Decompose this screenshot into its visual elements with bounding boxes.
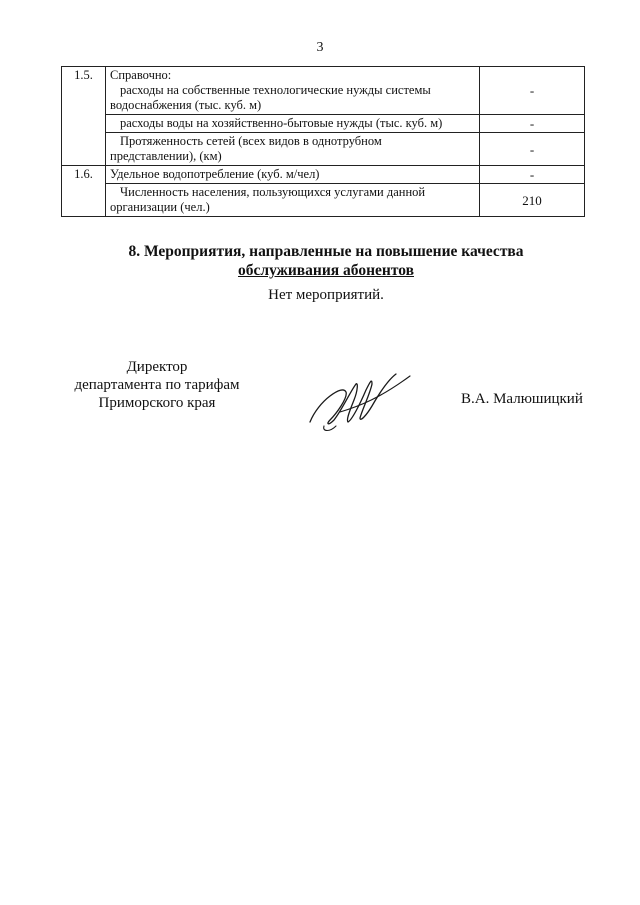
signer-position-line: департамента по тарифам (74, 377, 240, 393)
row-description-line: водоснабжения (тыс. куб. м) (110, 98, 262, 112)
page-number: 3 (316, 40, 324, 55)
row-description-line: расходы на собственные технологические нужды системы (120, 83, 431, 97)
table-row (62, 115, 585, 133)
signer-position-line: Директор (126, 359, 188, 375)
row-description-line: Справочно: (110, 68, 172, 82)
row-number-cell: 1.5. (62, 67, 106, 166)
section-body: Нет мероприятий. (268, 287, 384, 303)
section-title-line: 8. Мероприятия, направленные на повышение качества (128, 243, 524, 260)
row-value-cell: - (480, 67, 585, 115)
section-title-line: обслуживания абонентов (238, 262, 414, 279)
row-value-cell: - (480, 115, 585, 133)
row-value-cell: - (480, 133, 585, 166)
row-value-cell: - (480, 166, 585, 184)
row-description-line: расходы воды на хозяйственно-бытовые нужды (тыс. куб. м) (120, 116, 443, 130)
row-description-line: представлении), (км) (110, 149, 222, 163)
table-row (62, 67, 585, 115)
section-title (0, 242, 640, 280)
row-description-cell (106, 184, 480, 217)
row-description-line: Численность населения, пользующихся услугами данной (120, 185, 426, 199)
signer-position-line: Приморского края (98, 395, 216, 411)
row-description-cell (106, 67, 480, 115)
row-number-cell: 1.6. (62, 166, 106, 217)
row-description-line: Протяженность сетей (всех видов в однотрубном (120, 134, 382, 148)
table-row (62, 133, 585, 166)
row-description-line: организации (чел.) (110, 200, 210, 214)
indicators-table (61, 66, 585, 217)
handwritten-signature (300, 362, 420, 437)
table-row (62, 166, 585, 184)
row-description-cell (106, 115, 480, 133)
signer-position (52, 358, 262, 412)
row-description-cell (106, 166, 480, 184)
signer-name: В.А. Малюшицкий (461, 391, 583, 407)
row-value-cell: 210 (480, 184, 585, 217)
row-description-cell (106, 133, 480, 166)
row-description-line: Удельное водопотребление (куб. м/чел) (110, 167, 320, 181)
table-row (62, 184, 585, 217)
